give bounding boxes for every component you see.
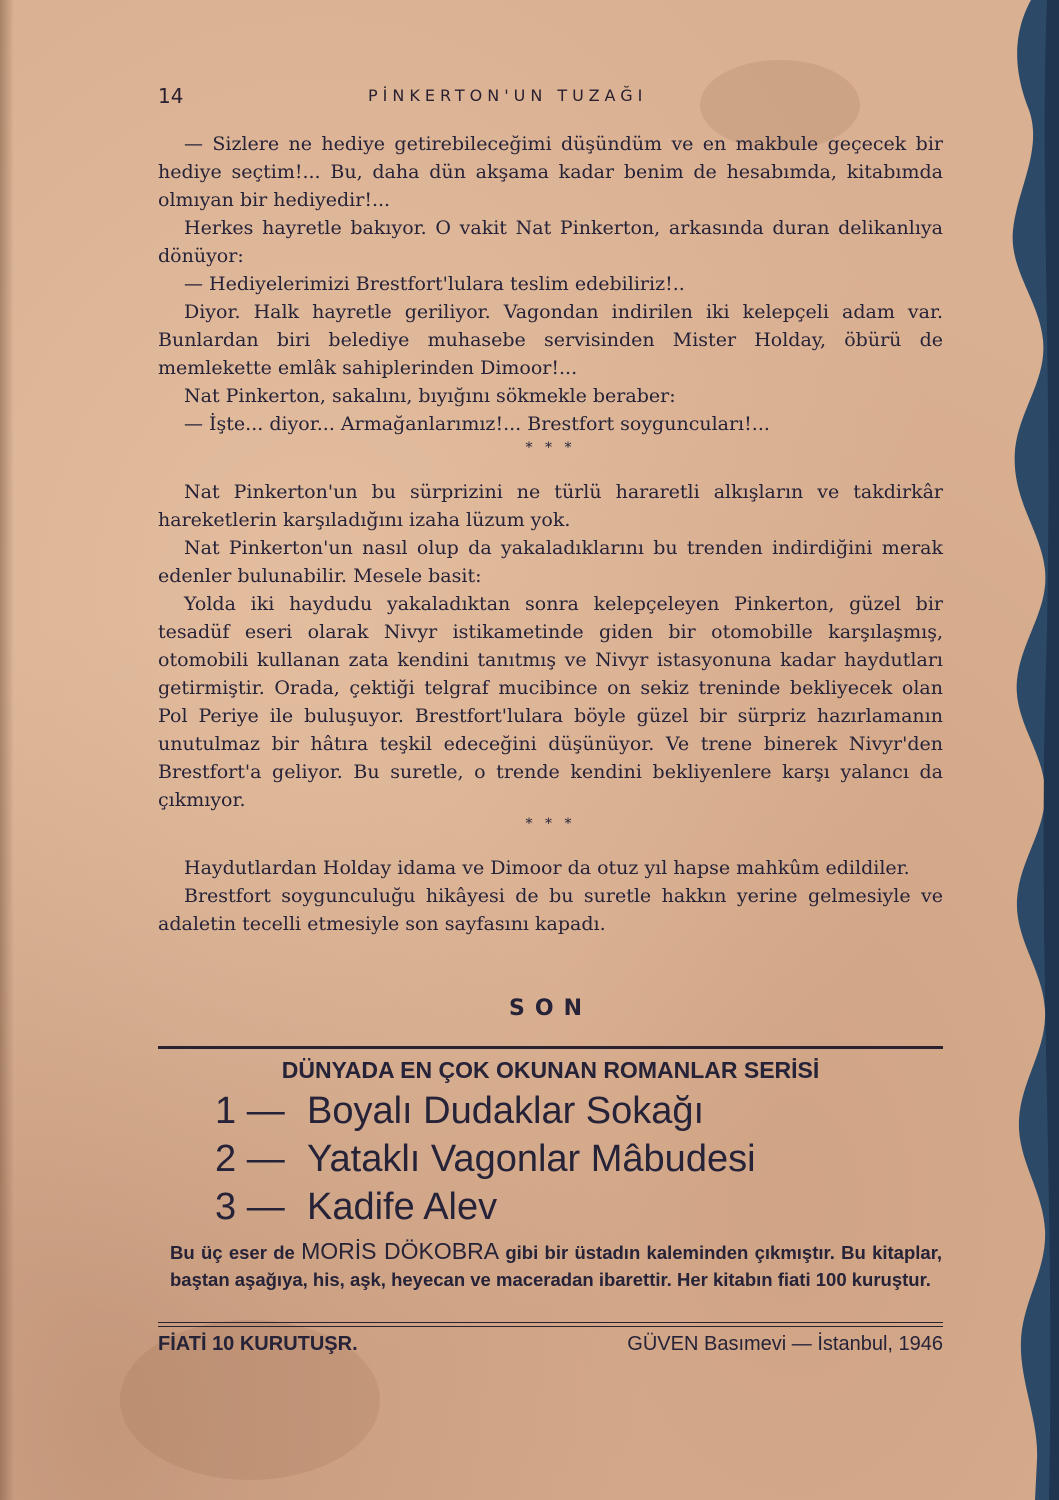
blurb-intro: Bu üç eser de	[170, 1242, 295, 1263]
price-label: FİATİ 10 KURUTUŞR.	[158, 1333, 358, 1355]
story-text	[158, 130, 943, 938]
page-shadow-left	[0, 0, 14, 1500]
paragraph: — Hediyelerimizi Brestfort'lulara teslim edebiliriz!..	[184, 273, 685, 295]
paragraph: Nat Pinkerton, sakalını, bıyığını sökmekle beraber:	[184, 385, 676, 407]
footer-rule	[158, 1322, 943, 1323]
book-item	[215, 1087, 915, 1135]
book-title: Yataklı Vagonlar Mâbudesi	[307, 1138, 756, 1180]
paragraph: Brestfort soygunculuğu hikâyesi de bu suretle hakkın yerine gelmesiyle ve adaletin tecelli etmesiyle son sayfasını kapadı.	[158, 885, 943, 935]
paragraph: Haydutlardan Holday idama ve Dimoor da otuz yıl hapse mahkûm edildiler.	[184, 857, 910, 879]
blue-binding-edge	[999, 0, 1059, 1500]
author-name: MORİS DÖKOBRA	[301, 1238, 500, 1264]
book-title: Kadife Alev	[307, 1186, 498, 1228]
section-separator: * * *	[525, 816, 576, 832]
book-title: Boyalı Dudaklar Sokağı	[307, 1090, 705, 1132]
paragraph: Nat Pinkerton'un nasıl olup da yakaladıklarını bu trenden indirdiğini merak edenler bulunabilir. Mesele basit:	[158, 537, 943, 587]
book-number: 1 —	[215, 1090, 285, 1132]
footer-rule	[158, 1326, 943, 1327]
binding-wave-shape	[999, 0, 1059, 1500]
blurb-rest: gibi bir üstadın kaleminden çıkmıştır. Bu kitaplar, baştan aşağıya, his, aşk, heyecan ve maceradan ibarettir. Her kitabın fiati 100 kuruştur.	[170, 1242, 943, 1290]
page-footer	[158, 1333, 943, 1363]
series-blurb	[170, 1238, 942, 1293]
book-item	[215, 1183, 915, 1231]
divider-rule	[158, 1046, 943, 1049]
book-number: 2 —	[215, 1138, 285, 1180]
book-number: 3 —	[215, 1186, 285, 1228]
book-item	[215, 1135, 915, 1183]
section-separator: * * *	[525, 440, 576, 456]
book-list	[215, 1087, 915, 1231]
running-title: PİNKERTON'UN TUZAĞI	[368, 86, 648, 105]
paragraph: Herkes hayretle bakıyor. O vakit Nat Pinkerton, arkasında duran delikanlıya dönüyor:	[158, 217, 943, 267]
paragraph: Diyor. Halk hayretle geriliyor. Vagondan indirilen iki kelepçeli adam var. Bunlardan biri belediye muhasebe servisinden Mister Holday, öbürü de memlekette emlâk sahiplerinden Dimoor!...	[158, 301, 943, 379]
paragraph: — İşte... diyor... Armağanlarımız!... Brestfort soyguncuları!...	[184, 413, 770, 435]
series-heading: DÜNYADA EN ÇOK OKUNAN ROMANLAR SERİSİ	[281, 1057, 820, 1083]
paragraph: — Sizlere ne hediye getirebileceğimi düşündüm ve en makbule geçecek bir hediye seçtim!... Bu, daha dün akşama kadar benim de hesabımda, kitabımda olmıyan bir hediyedir!...	[158, 133, 943, 211]
paragraph: Yolda iki haydudu yakaladıktan sonra kelepçeleyen Pinkerton, güzel bir tesadüf eseri olarak Nivyr istikametinde giden bir otomobille karşılaşmış, otomobili kullanan zata kendini tanıtmış ve Nivyr istasyonuna kadar haydutları getirmiştir. Orada, çektiği telgraf mucibince on sekiz treninde bekliyecek olan Pol Periye ile buluşuyor. Brestfort'lulara böyle güzel bir sürpriz hazırlamanın unutulmaz bir hâtıra teşkil edeceğini düşünüyor. Ve trene binerek Nivyr'den Brestfort'a geliyor. Bu suretle, o trende kendini bekliyenlere karşı yalancı da çıkmıyor.	[158, 593, 943, 811]
end-marker: SON	[509, 996, 592, 1021]
page-number: 14	[158, 84, 184, 108]
page-header	[158, 84, 943, 114]
publisher-imprint: GÜVEN Basımevi — İstanbul, 1946	[627, 1333, 943, 1355]
paragraph: Nat Pinkerton'un bu sürprizini ne türlü hararetli alkışların ve takdirkâr hareketlerin karşıladığını izaha lüzum yok.	[158, 481, 943, 531]
